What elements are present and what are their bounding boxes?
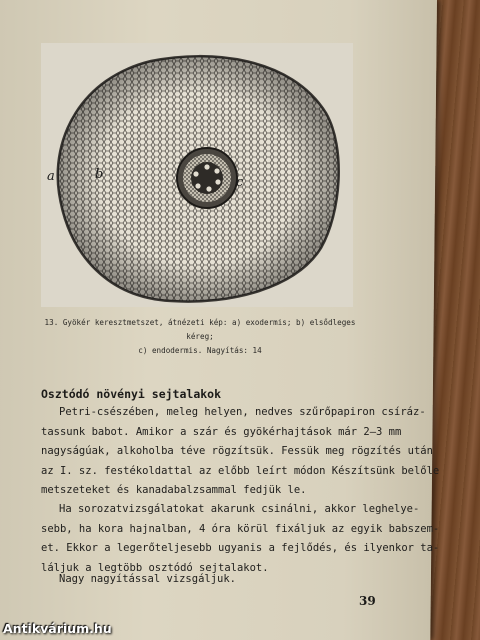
paragraph-2-line: láljuk a legtöbb osztódó sejtalakot.: [41, 561, 269, 574]
paragraph-2-line: Ha sorozatvizsgálatokat akarunk csinálni, akkor leghelye-: [58, 503, 420, 515]
paragraph-1-line: az I. sz. festékoldattal az előbb leírt módon Készítsünk belőle: [41, 464, 440, 477]
paragraph-2-line: et. Ekkor a legerőteljesebb ugyanis a fejlődés, és ilyenkor ta-: [41, 542, 440, 554]
root-cross-section-photo: [41, 43, 353, 307]
watermark-text: Antikvárium.hu: [3, 621, 112, 636]
figure-label-b: b: [95, 167, 104, 182]
paragraph-3: [41, 570, 384, 590]
paragraph-3-line: Nagy nagyítással vizsgáljuk.: [58, 573, 237, 585]
paragraph-2-line: sebb, ha kora hajnalban, 4 óra körül fixáljuk az egyik babszem-: [41, 522, 440, 535]
caption-line-2: c) endodermis. Nagyítás: 14: [138, 346, 262, 355]
caption-line-1: 13. Gyökér keresztmetszet, átnézeti kép: a) exodermis; b) elsődleges kéreg;: [44, 318, 356, 341]
paragraph-1-line: nagyságúak, alkoholba téve rögzítsük. Fessük meg rögzítés után: [41, 445, 433, 457]
figure-caption: [30, 316, 370, 358]
root-cross-section-illustration: [41, 43, 353, 307]
paragraph-2: [41, 500, 440, 578]
paragraph-1-line: tassunk babot. Amikor a szár és gyökérhajtások már 2–3 mm: [41, 425, 402, 438]
paragraph-1: [41, 403, 440, 501]
paragraph-1-line: metszeteket és kanadabalzsammal fedjük le.: [41, 484, 307, 496]
figure-label-c: c: [236, 175, 244, 190]
paragraph-1-line: Petri-csészében, meleg helyen, nedves szűrőpapiron csíráz-: [59, 406, 426, 418]
figure-label-a: a: [47, 169, 55, 184]
page-number: 39: [359, 594, 376, 608]
section-heading: Osztódó növényi sejtalakok: [41, 387, 222, 401]
